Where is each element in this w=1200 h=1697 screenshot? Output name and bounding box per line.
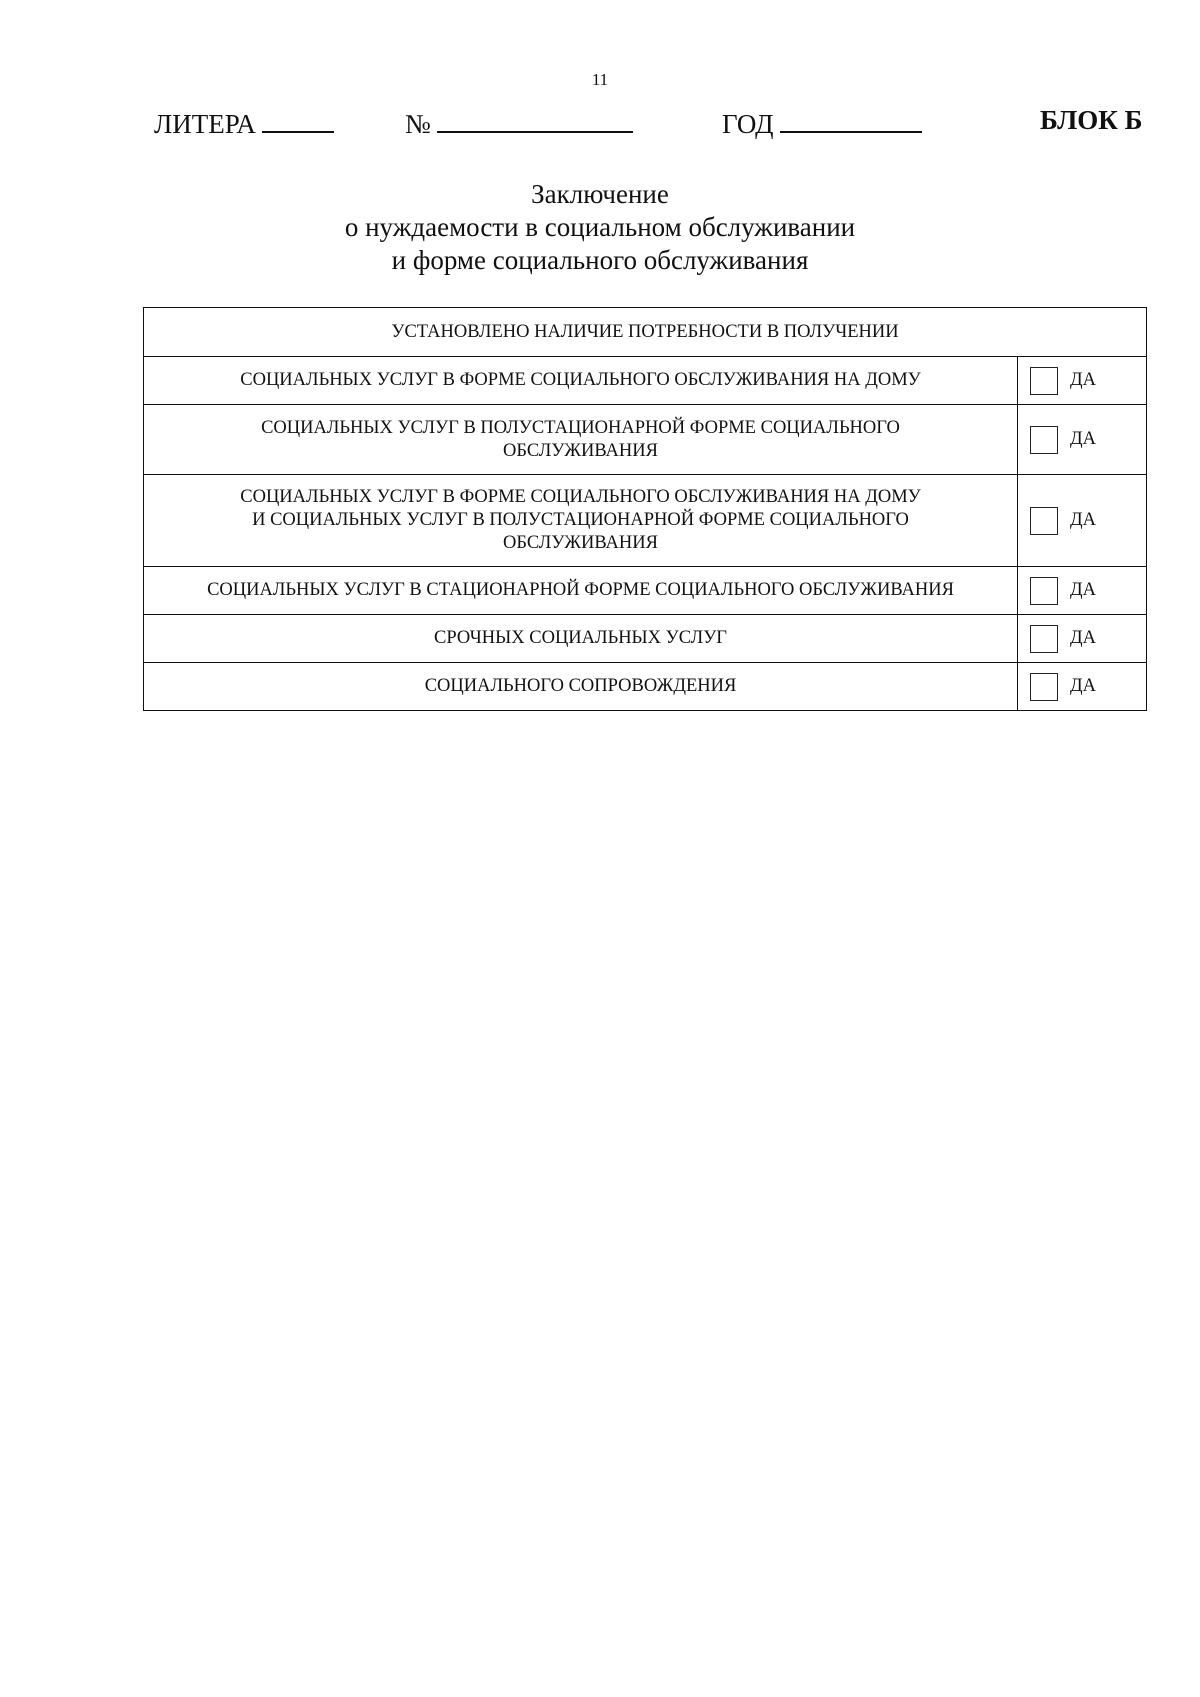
service-text-line: ОБСЛУЖИВАНИЯ [503,533,658,553]
year-blank[interactable] [780,105,922,133]
service-text-line: ОБСЛУЖИВАНИЯ [503,440,658,461]
service-cell [144,357,1018,405]
form-header [0,105,1200,145]
table-row [144,405,1147,475]
table-row [144,475,1147,567]
service-cell [144,663,1018,711]
service-cell [144,615,1018,663]
service-text-line: И СОЦИАЛЬНЫХ УСЛУГ В ПОЛУСТАЦИОНАРНОЙ ФОРМЕ СОЦИАЛЬНОГО [252,510,909,530]
option-cell [1018,405,1147,475]
number-blank[interactable] [437,105,633,133]
service-text-line: СОЦИАЛЬНЫХ УСЛУГ В ФОРМЕ СОЦИАЛЬНОГО ОБСЛУЖИВАНИЯ НА ДОМУ [240,370,921,390]
yes-label: ДА [1070,370,1096,390]
table-row [144,567,1147,615]
option-wrap [1018,426,1146,454]
year-label: ГОД [722,109,774,139]
litera-field [154,105,334,140]
option-wrap [1018,673,1146,701]
number-label: № [405,109,431,139]
table-header-row [144,308,1147,357]
service-text-line: СОЦИАЛЬНЫХ УСЛУГ В ПОЛУСТАЦИОНАРНОЙ ФОРМЕ СОЦИАЛЬНОГО [261,417,900,438]
service-text-line: СОЦИАЛЬНЫХ УСЛУГ В ФОРМЕ СОЦИАЛЬНОГО ОБСЛУЖИВАНИЯ НА ДОМУ [240,487,921,507]
yes-checkbox[interactable] [1030,577,1058,605]
page-number: 11 [591,70,609,89]
block-label: БЛОК Б [1040,105,1143,135]
yes-label: ДА [1070,580,1096,600]
yes-label: ДА [1070,676,1096,696]
yes-label: ДА [1070,510,1096,530]
service-cell [144,567,1018,615]
service-text-line: СОЦИАЛЬНЫХ УСЛУГ В СТАЦИОНАРНОЙ ФОРМЕ СОЦИАЛЬНОГО ОБСЛУЖИВАНИЯ [207,580,954,600]
service-cell [144,405,1018,475]
yes-checkbox[interactable] [1030,367,1058,395]
yes-checkbox[interactable] [1030,673,1058,701]
option-cell [1018,615,1147,663]
table-row [144,663,1147,711]
litera-blank[interactable] [262,105,334,133]
title-line-1: Заключение [531,179,669,209]
option-cell [1018,475,1147,567]
title-line-2: о нуждаемости в социальном обслуживании [344,212,856,242]
table-row [144,615,1147,663]
table-row [144,357,1147,405]
litera-label: ЛИТЕРА [154,109,256,139]
option-wrap [1018,577,1146,605]
needs-table [143,307,1147,711]
year-field [722,105,922,140]
option-cell [1018,663,1147,711]
service-cell [144,475,1018,567]
service-text-line: СРОЧНЫХ СОЦИАЛЬНЫХ УСЛУГ [433,628,727,648]
document-title [0,178,1200,277]
table-header: УСТАНОВЛЕНО НАЛИЧИЕ ПОТРЕБНОСТИ В ПОЛУЧЕНИИ [144,308,1147,357]
yes-checkbox[interactable] [1030,426,1058,454]
yes-checkbox[interactable] [1030,625,1058,653]
yes-label: ДА [1070,429,1096,449]
option-wrap [1018,625,1146,653]
service-text-line: СОЦИАЛЬНОГО СОПРОВОЖДЕНИЯ [424,676,737,696]
title-line-3: и форме социального обслуживания [391,245,809,275]
yes-label: ДА [1070,628,1096,648]
option-cell [1018,357,1147,405]
option-cell [1018,567,1147,615]
option-wrap [1018,367,1146,395]
option-wrap [1018,507,1146,535]
number-field [405,105,633,140]
yes-checkbox[interactable] [1030,507,1058,535]
